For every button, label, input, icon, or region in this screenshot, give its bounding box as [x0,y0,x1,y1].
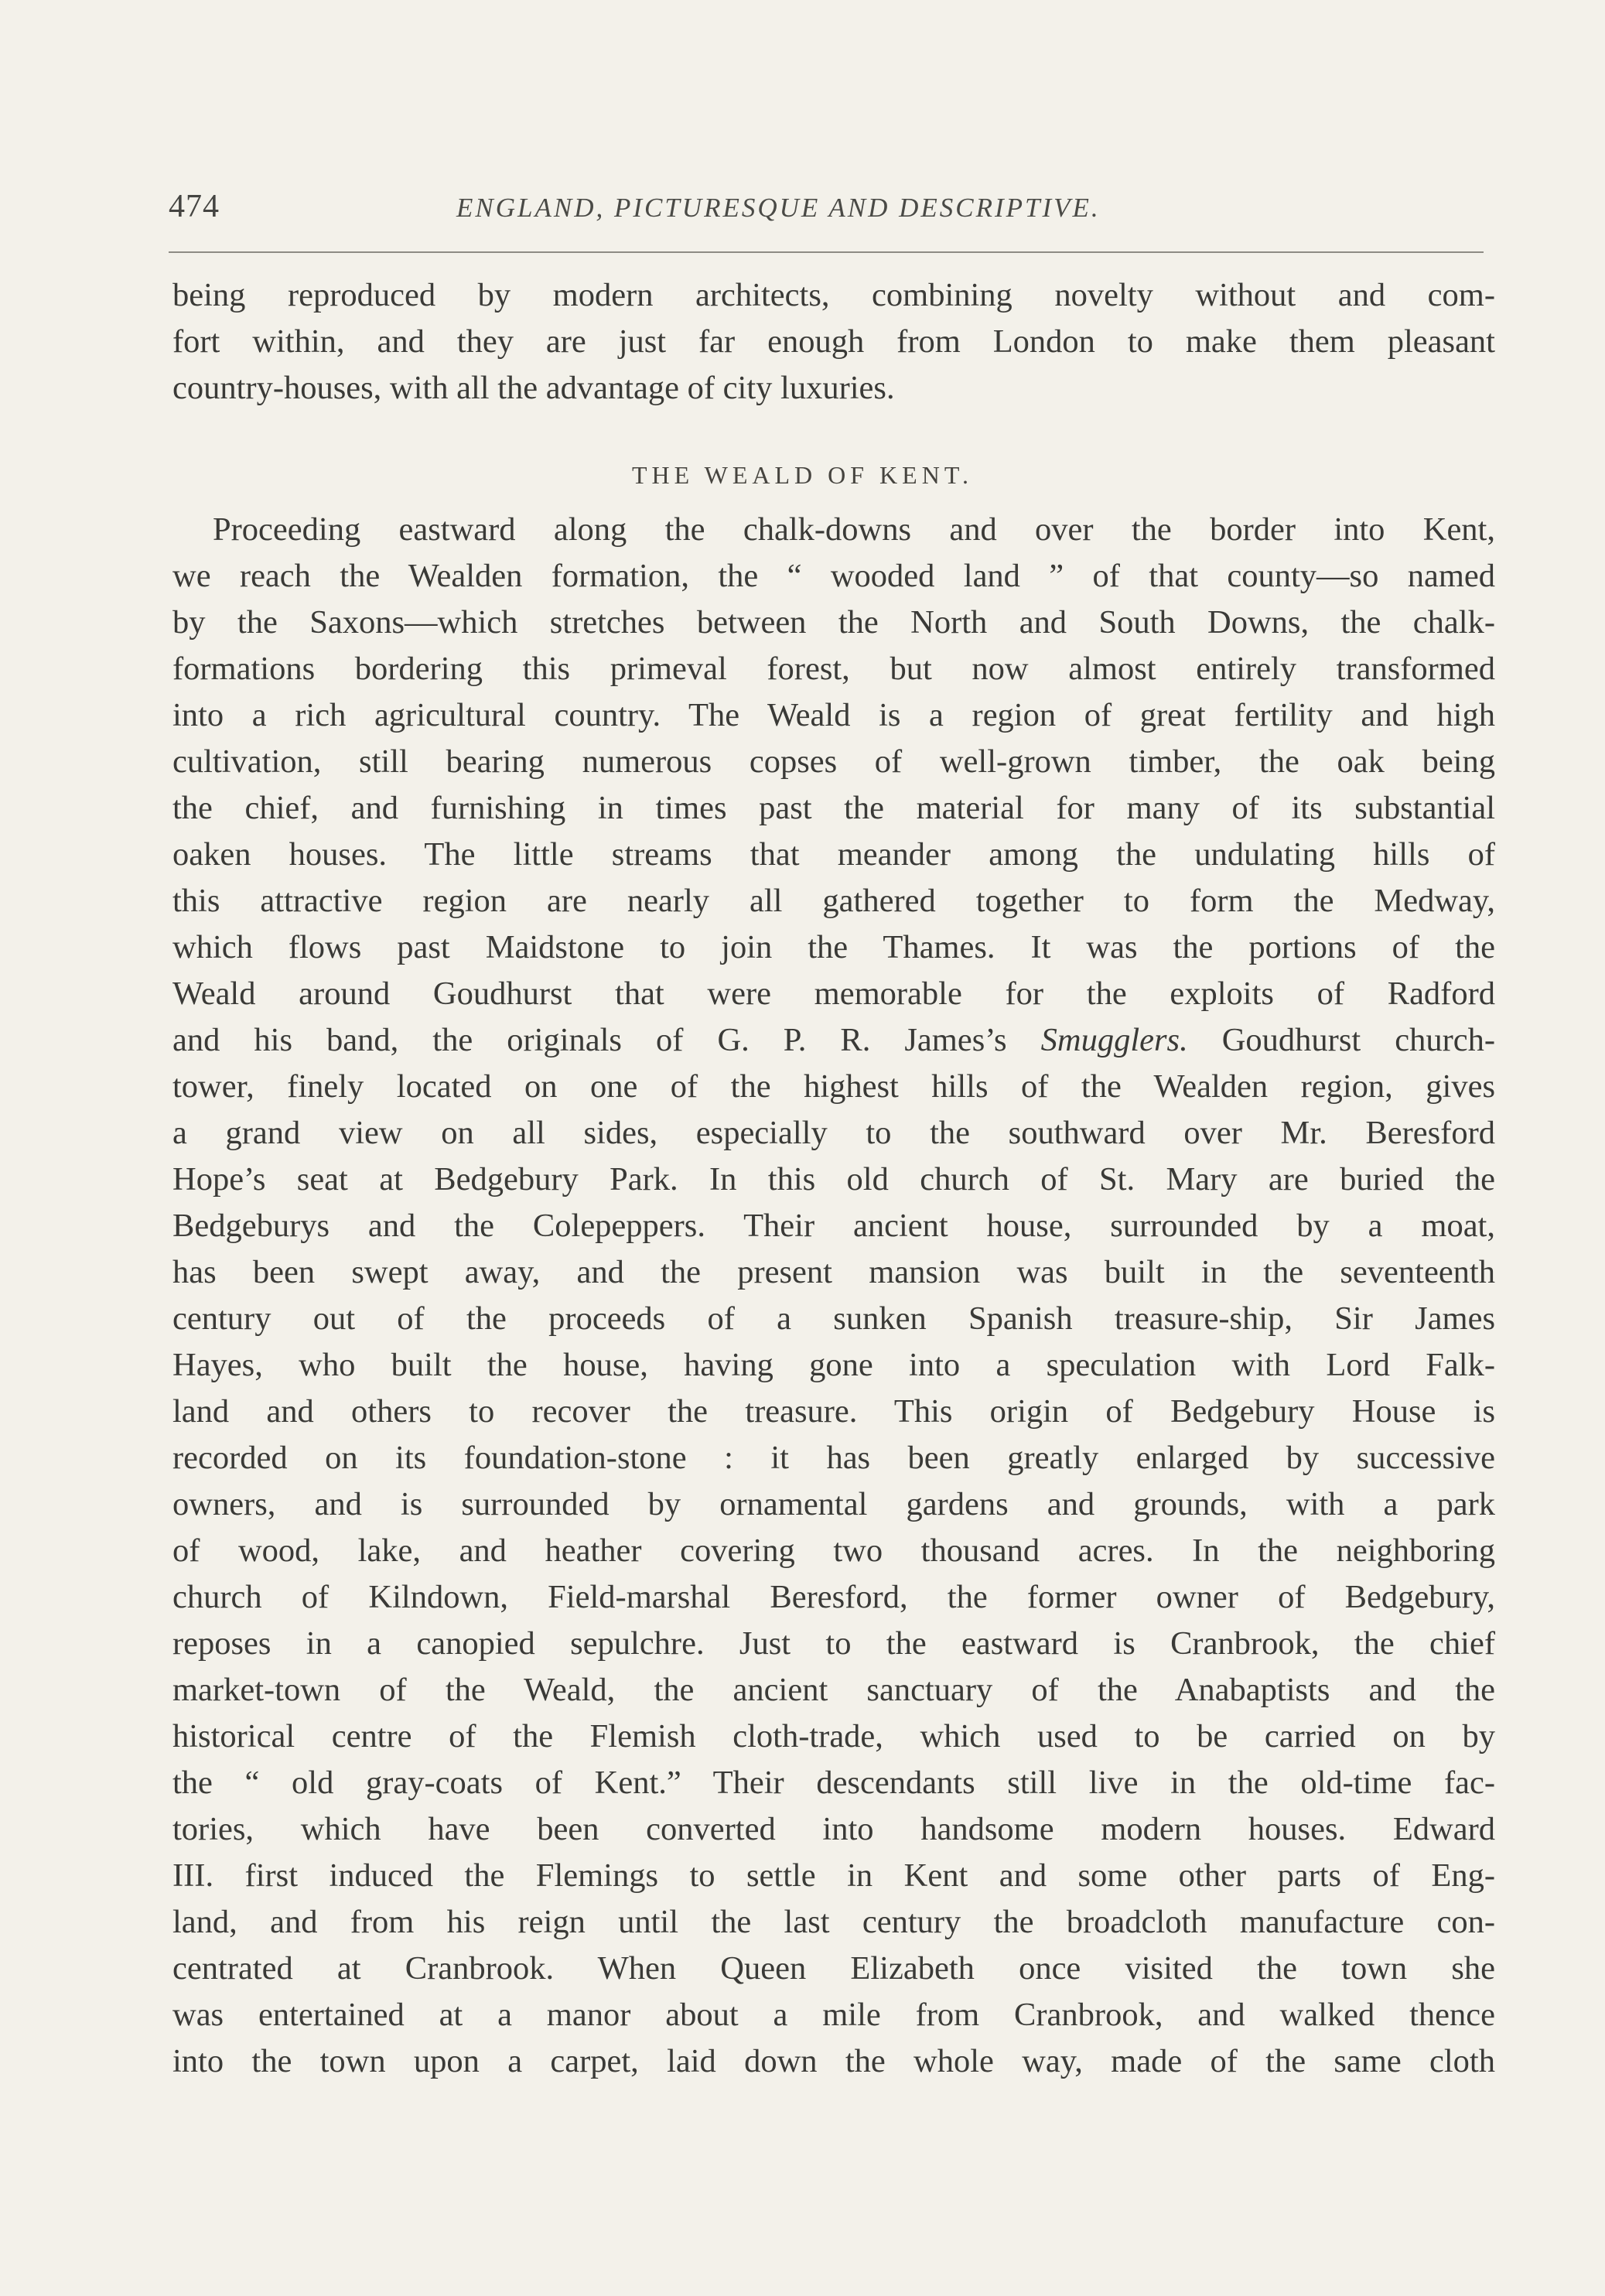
text-segment: Goudhurst church- [1187,1022,1495,1058]
text-line: Hayes, who built the house, having gone into a speculation with Lord Falk- [172,1347,1495,1383]
text-line: has been swept away, and the present mansion was built in the seventeenth [172,1254,1495,1290]
text-line: century out of the proceeds of a sunken Spanish treasure-ship, Sir James [172,1300,1495,1337]
italic-book-title: Smugglers. [1040,1022,1188,1058]
text-line: into the town upon a carpet, laid down the whole way, made of the same cloth [172,2043,1495,2079]
text-line: was entertained at a manor about a mile from Cranbrook, and walked thence [172,1997,1495,2033]
section-heading: THE WEALD OF KENT. [632,461,973,489]
text-line: recorded on its foundation-stone : it has been greatly enlarged by successive [172,1440,1495,1476]
text-line: into a rich agricultural country. The Weald is a region of great fertility and high [172,697,1495,733]
text-line: being reproduced by modern architects, combining novelty without and com- [172,277,1495,313]
text-line: Weald around Goudhurst that were memorable for the exploits of Radford [172,975,1495,1012]
body-paragraph [172,507,1495,2085]
text-line: the chief, and furnishing in times past the material for many of its substantial [172,790,1495,826]
text-line: formations bordering this primeval forest, but now almost entirely transformed [172,651,1495,687]
text-line: Hope’s seat at Bedgebury Park. In this old church of St. Mary are buried the [172,1161,1495,1198]
text-line: which flows past Maidstone to join the Thames. It was the portions of the [172,929,1495,965]
page-number: 474 [169,189,220,224]
text-line: cultivation, still bearing numerous copses of well-grown timber, the oak being [172,743,1495,780]
text-line-with-italic [172,1017,1495,1064]
text-line: Proceeding eastward along the chalk-downs and over the border into Kent, [213,511,1495,548]
header-rule [169,251,1484,253]
running-title: ENGLAND, PICTURESQUE AND DESCRIPTIVE. [456,193,1101,223]
text-segment: and his band, the originals of G. P. R. James’s [172,1022,1041,1058]
text-line: tower, finely located on one of the highest hills of the Wealden region, gives [172,1068,1495,1105]
text-line: owners, and is surrounded by ornamental gardens and grounds, with a park [172,1486,1495,1522]
text-line: land and others to recover the treasure. This origin of Bedgebury House is [172,1393,1495,1430]
text-line: oaken houses. The little streams that meander among the undulating hills of [172,836,1495,873]
text-line: this attractive region are nearly all gathered together to form the Medway, [172,883,1495,919]
text-line: historical centre of the Flemish cloth-trade, which used to be carried on by [172,1718,1495,1754]
text-line: church of Kilndown, Field-marshal Beresford, the former owner of Bedgebury, [172,1579,1495,1615]
text-line: we reach the Wealden formation, the “ wooded land ” of that county—so named [172,558,1495,594]
text-line: a grand view on all sides, especially to the southward over Mr. Beresford [172,1115,1495,1151]
text-line: reposes in a canopied sepulchre. Just to the eastward is Cranbrook, the chief [172,1625,1495,1662]
text-line: country-houses, with all the advantage of city luxuries. [172,370,895,406]
text-line: the “ old gray-coats of Kent.” Their descendants still live in the old-time fac- [172,1765,1495,1801]
text-line: III. first induced the Flemings to settle in Kent and some other parts of Eng- [172,1857,1495,1894]
text-line: land, and from his reign until the last century the broadcloth manufacture con- [172,1904,1495,1940]
text-line: centrated at Cranbrook. When Queen Elizabeth once visited the town she [172,1950,1495,1987]
text-line: Bedgeburys and the Colepeppers. Their ancient house, surrounded by a moat, [172,1208,1495,1244]
text-line: by the Saxons—which stretches between the North and South Downs, the chalk- [172,604,1495,641]
text-line: fort within, and they are just far enough from London to make them pleasant [172,323,1495,360]
text-line: market-town of the Weald, the ancient sanctuary of the Anabaptists and the [172,1672,1495,1708]
page-header [169,188,1484,242]
text-line: of wood, lake, and heather covering two thousand acres. In the neighboring [172,1532,1495,1569]
intro-paragraph [172,272,1495,412]
text-line: tories, which have been converted into handsome modern houses. Edward [172,1811,1495,1847]
